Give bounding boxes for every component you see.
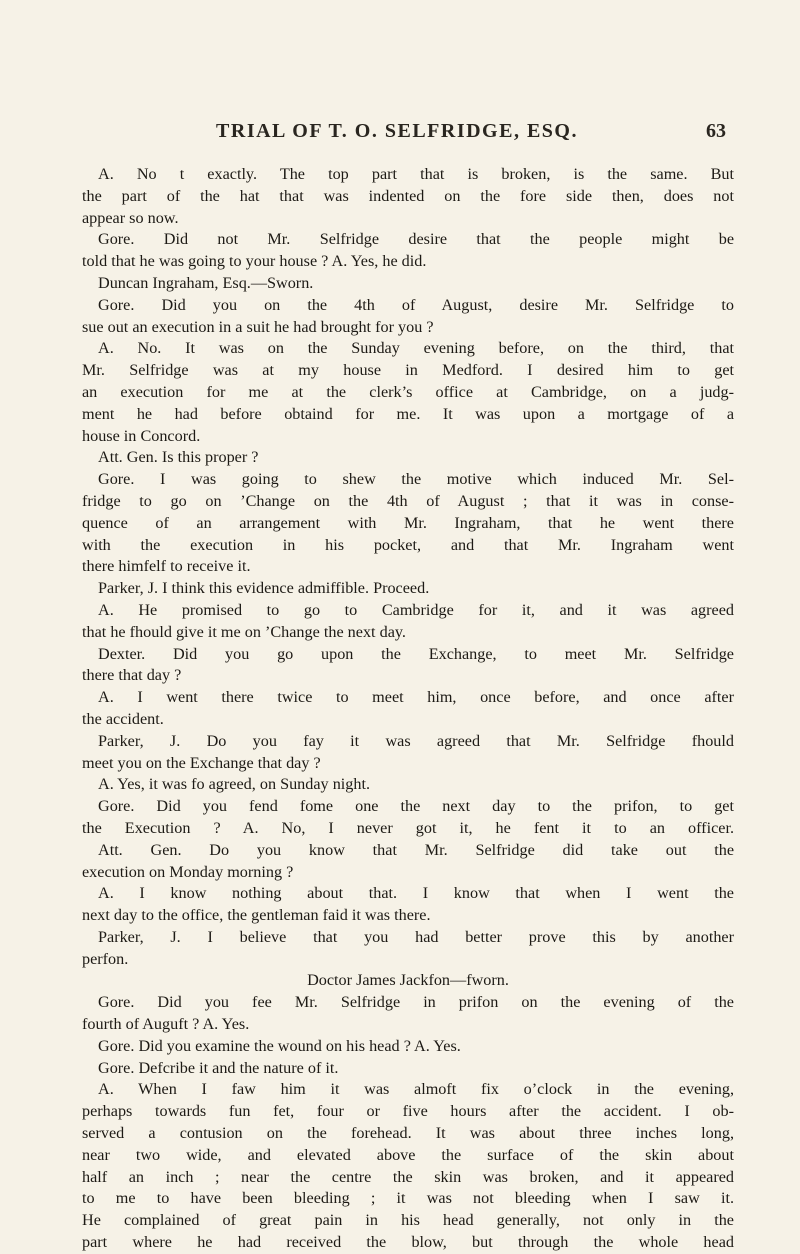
text-line: Doctor James Jackfon—fworn. bbox=[307, 971, 509, 990]
text-line: next day to the office, the gentleman faid it was there. bbox=[82, 906, 431, 925]
text-line: meet you on the Exchange that day ? bbox=[82, 753, 321, 772]
text-line: He complained of great pain in his head generally, not only in the bbox=[82, 1211, 734, 1230]
text-line: Gore. Did not Mr. Selfridge desire that the people might be bbox=[98, 230, 734, 249]
text-line: A. No t exactly. The top part that is broken, is the same. But bbox=[98, 165, 734, 183]
text-line: Att. Gen. Do you know that Mr. Selfridge did take out the bbox=[98, 840, 734, 859]
text-line: house in Concord. bbox=[82, 426, 201, 445]
text-line: half an inch ; near the centre the skin was broken, and it appeared bbox=[82, 1167, 734, 1186]
text-line: A. I went there twice to meet him, once before, and once after bbox=[98, 688, 734, 707]
text-line: told that he was going to your house ? A. Yes, he did. bbox=[82, 252, 427, 271]
text-line: with the execution in his pocket, and that Mr. Ingraham went bbox=[82, 535, 734, 554]
text-line: there himfelf to receive it. bbox=[82, 557, 251, 576]
text-line: appear so now. bbox=[82, 208, 179, 227]
text-line: fourth of Auguft ? A. Yes. bbox=[82, 1015, 250, 1034]
text-line: Parker, J. I believe that you had better prove this by another bbox=[98, 927, 734, 946]
text-line: A. I know nothing about that. I know that when I went the bbox=[98, 884, 734, 903]
text-line: Gore. Did you fend fome one the next day to the prifon, to get bbox=[98, 797, 734, 816]
text-line: Mr. Selfridge was at my house in Medford. I desired him to get bbox=[82, 361, 734, 380]
text-line: Gore. Defcribe it and the nature of it. bbox=[98, 1058, 339, 1077]
running-head bbox=[0, 120, 800, 152]
text-line: served a contusion on the forehead. It was about three inches long, bbox=[82, 1124, 734, 1143]
text-line: Parker, J. I think this evidence admiffible. Proceed. bbox=[98, 579, 430, 598]
text-line: A. Yes, it was fo agreed, on Sunday night. bbox=[98, 775, 371, 794]
text-line: the part of the hat that was indented on the fore side then, does not bbox=[82, 186, 734, 205]
text-line: fridge to go on ’Change on the 4th of August ; that it was in conse- bbox=[82, 491, 734, 510]
text-line: ment he had before obtaind for me. It was upon a mortgage of a bbox=[82, 404, 734, 423]
text-line: A. When I faw him it was almoft fix o’clock in the evening, bbox=[98, 1080, 734, 1099]
running-head-title: TRIAL OF T. O. SELFRIDGE, ESQ. bbox=[216, 120, 578, 142]
text-line: that he fhould give it me on ’Change the next day. bbox=[82, 622, 406, 641]
body-text bbox=[82, 164, 734, 1254]
text-line: Parker, J. Do you fay it was agreed that Mr. Selfridge fhould bbox=[98, 731, 734, 750]
text-line: Att. Gen. Is this proper ? bbox=[98, 448, 259, 467]
text-line: Gore. I was going to shew the motive which induced Mr. Sel- bbox=[98, 470, 734, 489]
text-line: Dexter. Did you go upon the Exchange, to meet Mr. Selfridge bbox=[98, 644, 734, 663]
text-line: Gore. Did you fee Mr. Selfridge in prifon on the evening of the bbox=[98, 993, 734, 1012]
text-line: execution on Monday morning ? bbox=[82, 862, 294, 881]
text-line: Duncan Ingraham, Esq.—Sworn. bbox=[98, 273, 314, 292]
text-line: quence of an arrangement with Mr. Ingraham, that he went there bbox=[82, 513, 734, 532]
text-line: Gore. Did you on the 4th of August, desire Mr. Selfridge to bbox=[98, 295, 734, 314]
text-line: perfon. bbox=[82, 949, 129, 968]
text-line: sue out an execution in a suit he had brought for you ? bbox=[82, 317, 434, 336]
text-line: perhaps towards fun fet, four or five hours after the accident. I ob- bbox=[82, 1102, 734, 1121]
text-line: A. He promised to go to Cambridge for it, and it was agreed bbox=[98, 600, 734, 619]
text-line: the Execution ? A. No, I never got it, he fent it to an officer. bbox=[82, 818, 734, 837]
page-number: 63 bbox=[706, 120, 726, 142]
text-line: there that day ? bbox=[82, 666, 182, 685]
text-line: A. No. It was on the Sunday evening before, on the third, that bbox=[98, 339, 734, 358]
text-line: part where he had received the blow, but through the whole head bbox=[82, 1233, 734, 1252]
text-line: Gore. Did you examine the wound on his head ? A. Yes. bbox=[98, 1036, 461, 1055]
text-line: an execution for me at the clerk’s office at Cambridge, on a judg- bbox=[82, 382, 734, 401]
text-line: to me to have been bleeding ; it was not bleeding when I saw it. bbox=[82, 1189, 734, 1208]
text-line: the accident. bbox=[82, 709, 164, 728]
text-line: near two wide, and elevated above the surface of the skin about bbox=[82, 1145, 734, 1164]
